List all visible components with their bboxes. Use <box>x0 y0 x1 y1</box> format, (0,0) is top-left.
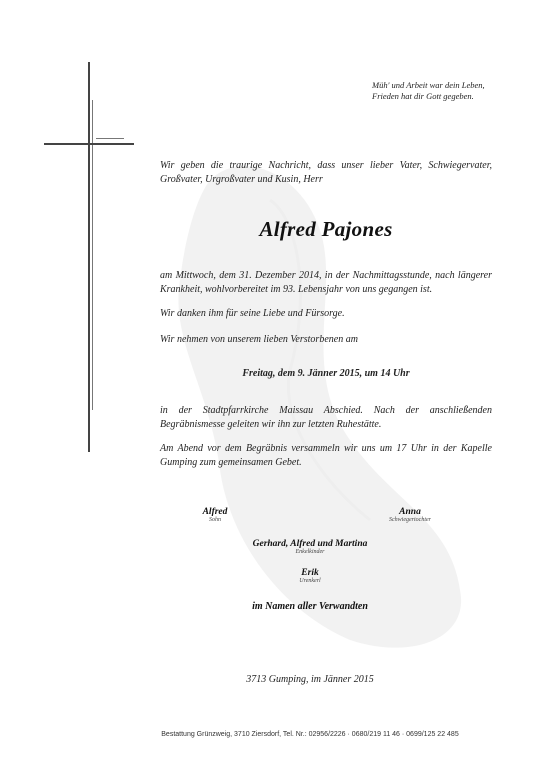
mourner-relation: Schwiegertochter <box>389 517 431 523</box>
motto <box>372 80 485 102</box>
intro-text: Wir geben die traurige Nachricht, dass unser lieber Vater, Schwiegervater, Großvater, Urgroßvater und Kusin, Herr <box>160 160 492 185</box>
mourner-grandchildren <box>230 539 390 555</box>
church-text: in der Stadtpfarrkirche Maissau Abschied. Nach der anschließenden Begräbnismesse geleiten wir ihn zur letzten Ruhestätte. <box>160 405 492 430</box>
motto-line-1: Müh' und Arbeit war dein Leben, <box>372 80 485 90</box>
motto-line-2: Frieden hat dir Gott gegeben. <box>372 91 474 101</box>
deceased-name: Alfred Pajones <box>259 217 393 241</box>
mourner-daughter-in-law <box>365 507 455 523</box>
mourner-name: Alfred <box>202 507 228 517</box>
mourner-name: Anna <box>399 507 421 517</box>
mourner-relation: Enkelkinder <box>295 549 325 555</box>
death-text: am Mittwoch, dem 31. Dezember 2014, in der Nachmittagsstunde, nach längerer Krankheit, wohlvorbereitet im 93. Lebensjahr von uns gegangen ist. <box>160 270 492 295</box>
all-relatives-line: im Namen aller Verwandten <box>252 601 368 612</box>
cross-horizontal-accent <box>96 138 124 139</box>
thanks-text: Wir danken ihm für seine Liebe und Fürsorge. <box>160 308 345 319</box>
mourner-relation: Urenkerl <box>299 578 321 584</box>
mourner-relation: Sohn <box>209 517 221 523</box>
mourner-son <box>193 507 237 523</box>
funeral-date: Freitag, dem 9. Jänner 2015, um 14 Uhr <box>242 368 410 379</box>
cross-vertical-bar <box>88 62 90 452</box>
cross-vertical-accent <box>92 100 93 410</box>
place-and-date: 3713 Gumping, im Jänner 2015 <box>246 674 374 685</box>
mourner-great-grandchild <box>280 568 340 584</box>
cross-horizontal-bar <box>44 143 134 145</box>
funeral-home-footer: Bestattung Grünzweig, 3710 Ziersdorf, Tel. Nr.: 02956/2226 · 0680/219 11 46 · 0699/125 22 485 <box>161 731 459 738</box>
evening-prayer-text: Am Abend vor dem Begräbnis versammeln wir uns um 17 Uhr in der Kapelle Gumping zum gemeinsamen Gebet. <box>160 443 492 468</box>
mourner-name: Erik <box>301 568 319 578</box>
farewell-intro-text: Wir nehmen von unserem lieben Verstorbenen am <box>160 334 358 345</box>
mourner-name: Gerhard, Alfred und Martina <box>252 539 368 549</box>
